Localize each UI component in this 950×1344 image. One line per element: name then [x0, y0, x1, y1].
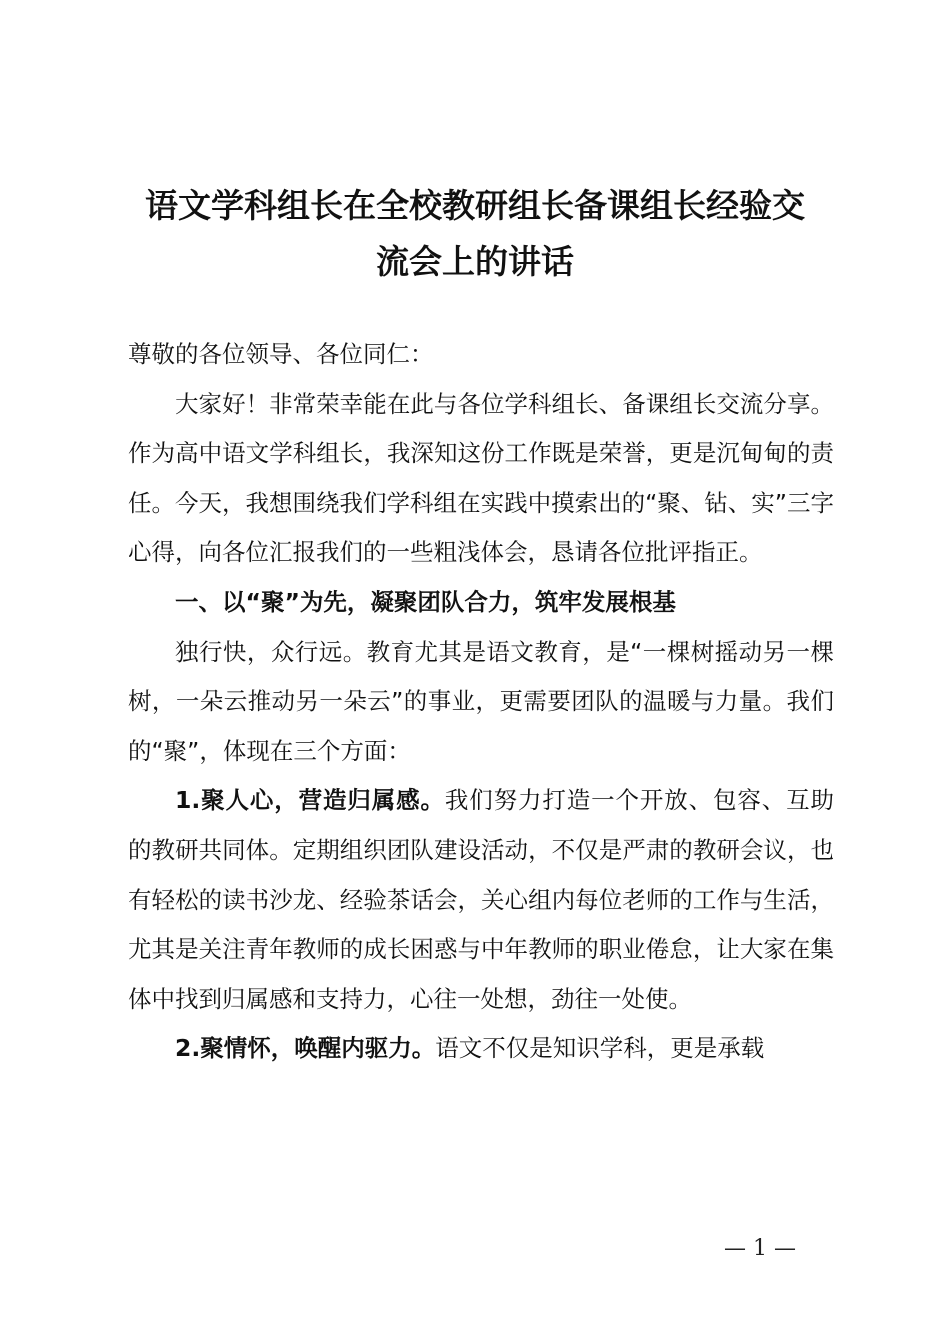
point-2-paragraph: [128, 1024, 834, 1074]
section-1-heading: 一、以“聚”为先，凝聚团队合力，筑牢发展根基: [175, 587, 676, 616]
point-1-paragraph: [128, 776, 834, 1024]
point-1-lead: 1.聚人心，营造归属感。: [175, 786, 445, 815]
point-1-text: 我们努力打造一个开放、包容、互助的教研共同体。定期组织团队建设活动，不仅是严肃的教研会议，也有轻松的读书沙龙、经验茶话会，关心组内每位老师的工作与生活，尤其是关注青年教师的成长困惑与中年教师的职业倦怠，让大家在集体中找到归属感和支持力，心往一处想，劲往一处使。: [128, 786, 834, 1013]
point-2-lead: 2.聚情怀，唤醒内驱力。: [175, 1034, 436, 1063]
section-1-intro-paragraph: 独行快，众行远。教育尤其是语文教育，是“一棵树摇动另一棵树，一朵云推动另一朵云”的事业，更需要团队的温暖与力量。我们的“聚”，体现在三个方面：: [128, 637, 834, 765]
title-line-2: 流会上的讲话: [376, 242, 574, 281]
document-body: [128, 330, 834, 1074]
page-number: — 1 —: [724, 1236, 796, 1261]
point-2-text: 语文不仅是知识学科，更是承载: [435, 1034, 765, 1063]
salutation: 尊敬的各位领导、各位同仁：: [128, 340, 434, 368]
document-title: [110, 178, 840, 290]
intro-paragraph: 大家好！非常荣幸能在此与各位学科组长、备课组长交流分享。作为高中语文学科组长，我深知这份工作既是荣誉，更是沉甸甸的责任。今天，我想围绕我们学科组在实践中摸索出的“聚、钻、实”三字心得，向各位汇报我们的一些粗浅体会，恳请各位批评指正。: [128, 389, 834, 567]
title-line-1: 语文学科组长在全校教研组长备课组长经验交: [145, 186, 805, 225]
